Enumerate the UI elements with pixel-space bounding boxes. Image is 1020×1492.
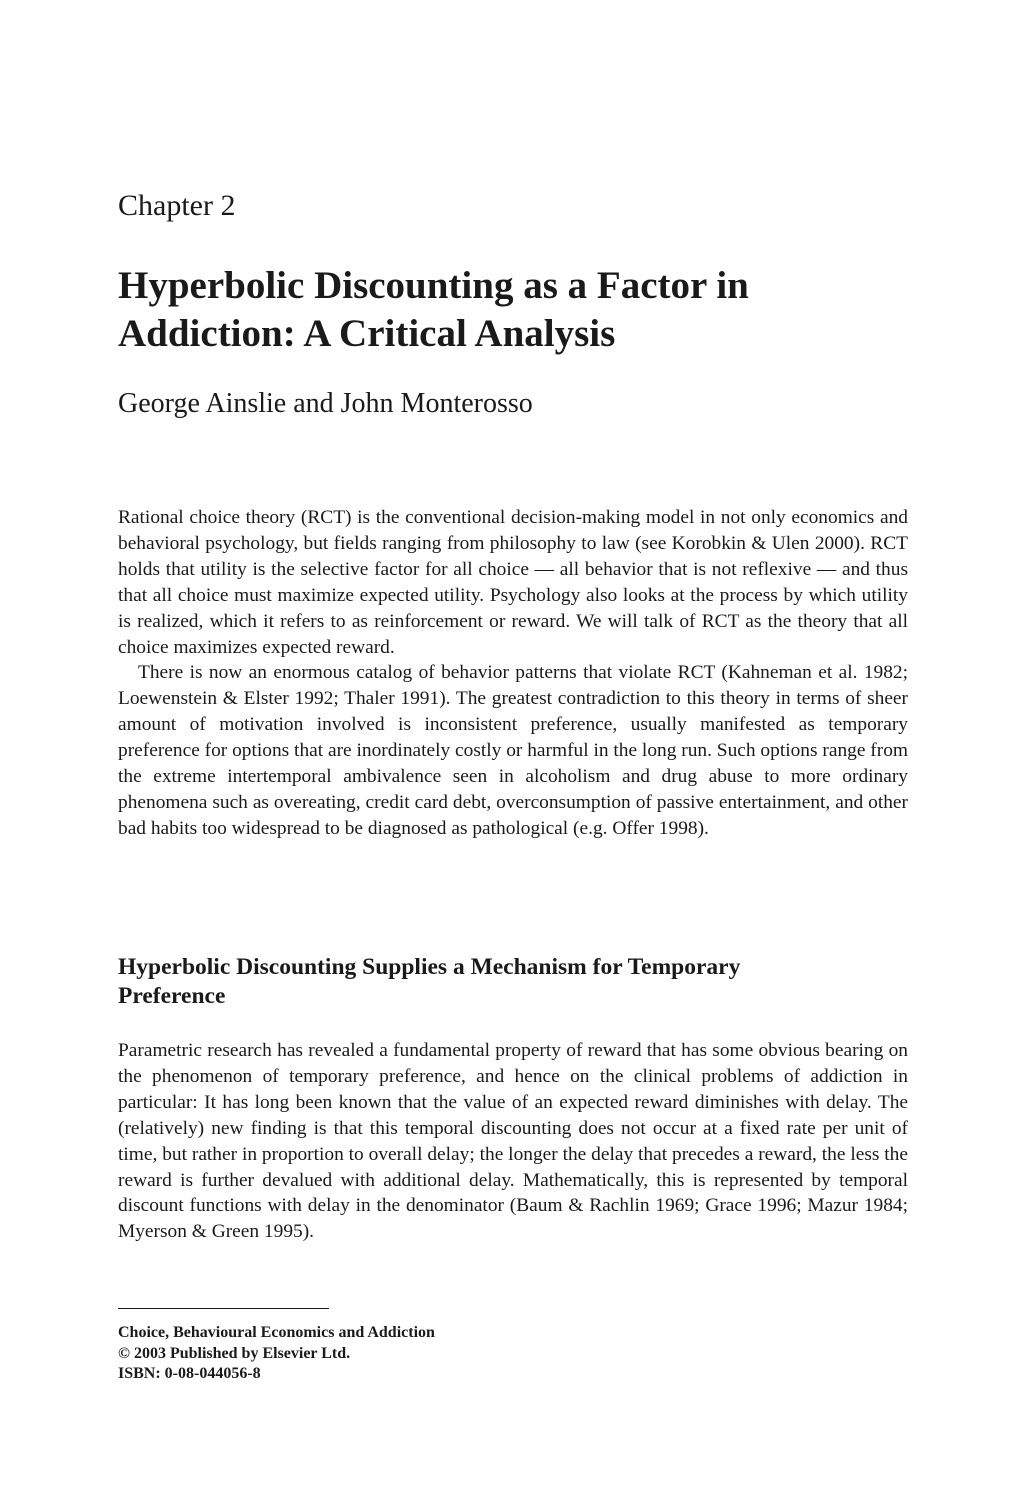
section-heading-line: Preference [118,983,226,1009]
intro-paragraph: Rational choice theory (RCT) is the conventional decision-making model in not only economics and behavioral psychology, but fields ranging from philosophy to law (see Korobkin & Ulen 2000). RCT holds that utility is the selective factor for all choice — all behavior that is not reflexive — and thus that all choice must maximize expected utility. Psychology also looks at the process by which utility is realized, which it refers to as reinforcement or reward. We will talk of RCT as the theory that all choice maximizes expected reward. [118,507,908,658]
section-body [118,1038,908,1245]
section-heading-line: Hyperbolic Discounting Supplies a Mechanism for Temporary [118,954,741,980]
section-paragraph: Parametric research has revealed a fundamental property of reward that has some obvious bearing on the phenomenon of temporary preference, and hence on the clinical problems of addiction in particular: It has long been known that the value of an expected reward diminishes with delay. The (relatively) new finding is that this temporal discounting does not occur at a fixed rate per unit of time, but rather in proportion to overall delay; the longer the delay that precedes a reward, the less the reward is further devalued with additional delay. Mathematically, this is represented by temporal discount functions with delay in the denominator (Baum & Rachlin 1969; Grace 1996; Mazur 1984; Myerson & Green 1995). [118,1040,908,1243]
intro-paragraph: There is now an enormous catalog of behavior patterns that violate RCT (Kahneman et al. 1982; Loewenstein & Elster 1992; Thaler 1991). The greatest contradiction to this theory in terms of sheer amount of motivation involved is inconsistent preference, usually manifested as temporary preference for options that are inordinately costly or harmful in the long run. Such options range from the extreme intertemporal ambivalence seen in alcoholism and drug abuse to more ordinary phenomena such as overeating, credit card debt, overconsumption of passive entertainment, and other bad habits too widespread to be diagnosed as pathological (e.g. Offer 1998). [118,662,908,839]
footnote-isbn: ISBN: 0-08-044056-8 [118,1365,261,1382]
chapter-label: Chapter 2 [118,189,236,222]
intro-section [118,505,908,842]
footnote-book-title: Choice, Behavioural Economics and Addiction [118,1324,435,1341]
section-heading [118,953,908,1011]
footnote-rule [118,1308,329,1309]
footnote-copyright: © 2003 Published by Elsevier Ltd. [118,1344,351,1362]
chapter-title [118,262,898,358]
footnote [118,1323,435,1385]
chapter-title-line: Hyperbolic Discounting as a Factor in [118,264,749,307]
authors: George Ainslie and John Monterosso [118,388,533,419]
chapter-title-line: Addiction: A Critical Analysis [118,312,616,355]
